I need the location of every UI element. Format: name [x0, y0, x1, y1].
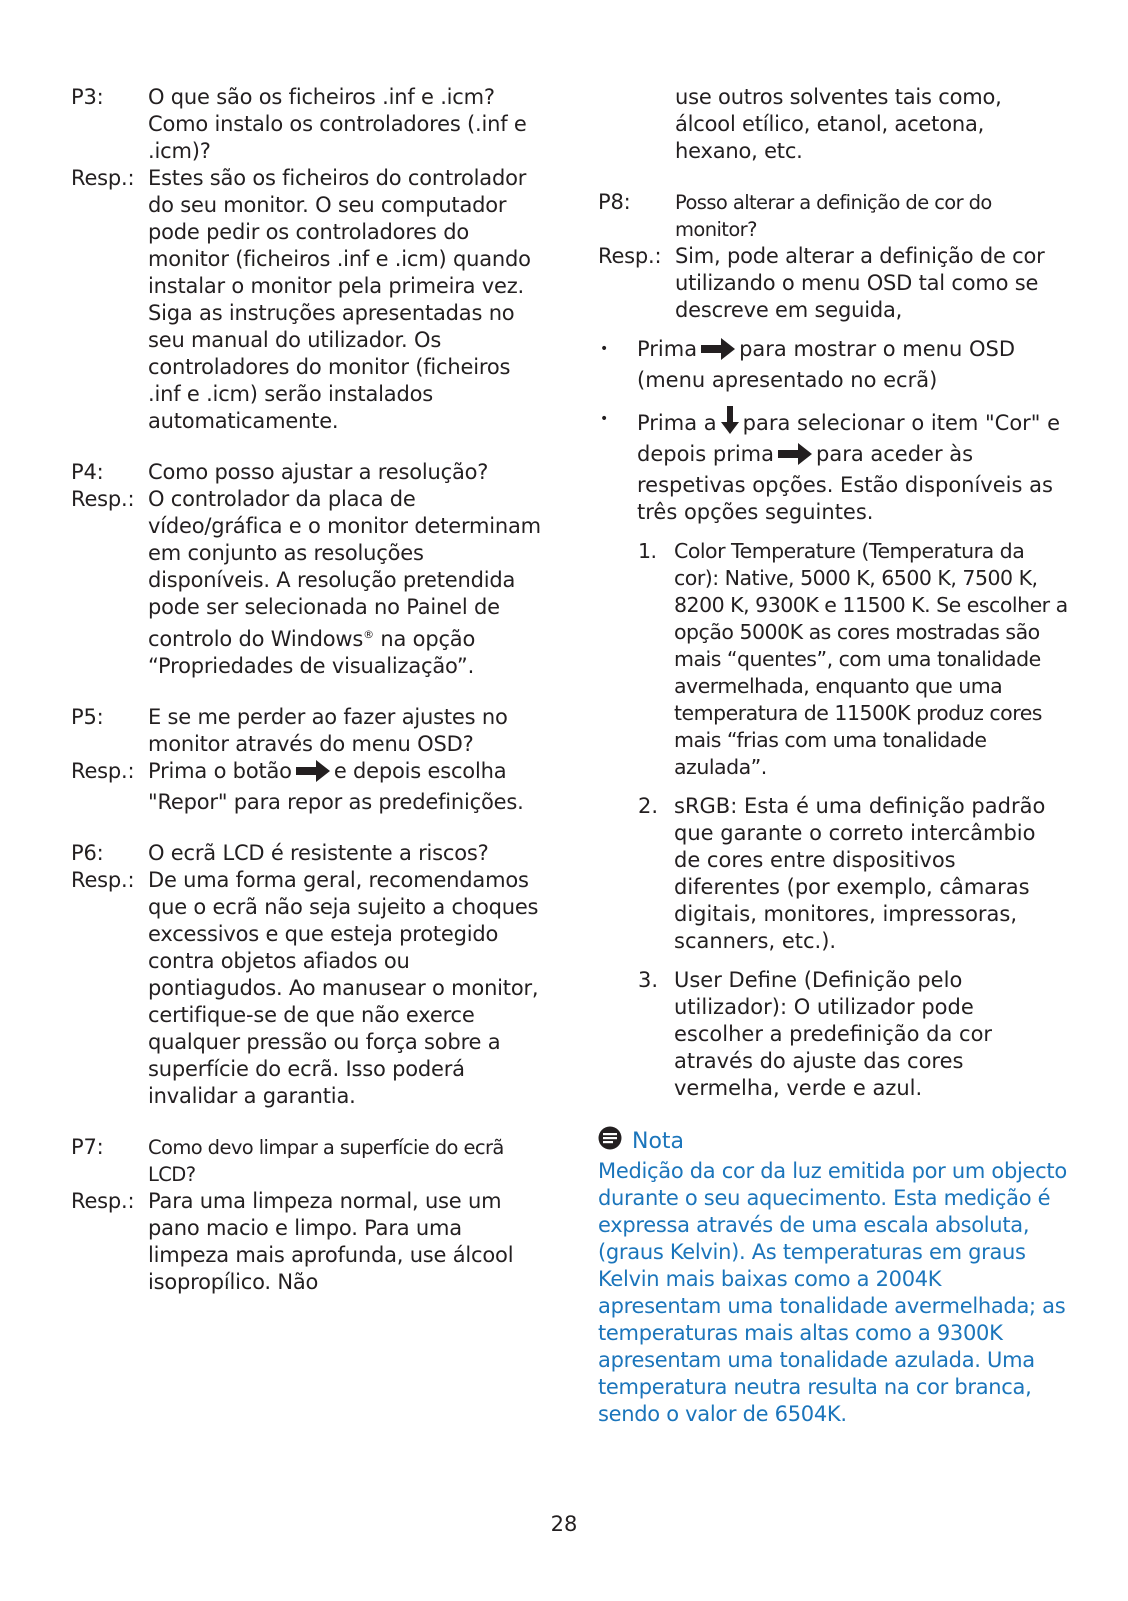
faq-p8-answer	[598, 243, 1068, 324]
bullet-text	[637, 336, 1068, 394]
bullet-dot: •	[600, 341, 609, 357]
question-text: O que são os ficheiros .inf e .icm? Como instalo os controladores (.inf e .icm)?	[148, 85, 527, 163]
answer-text-b: e depois escolha "Repor" para repor as predefinições.	[148, 759, 524, 814]
faq-p3-question	[71, 84, 541, 165]
question-label: P8:	[598, 190, 631, 214]
faq-p4-answer	[71, 486, 541, 680]
answer-label: Resp.:	[71, 487, 135, 511]
question-label: P4:	[71, 460, 104, 484]
question-text: O ecrã LCD é resistente a riscos?	[148, 841, 489, 865]
option-number: 3.	[638, 968, 659, 992]
option-text: sRGB: Esta é uma definição padrão que garante o correto intercâmbio de cores entre dispositivos diferentes (por exemplo, câmaras digitais, monitores, impressoras, scanners, etc.).	[674, 794, 1046, 953]
bullet-text-a: Prima a	[637, 411, 717, 435]
answer-text	[148, 758, 541, 816]
option-number: 2.	[638, 794, 659, 818]
answer-label: Resp.:	[71, 166, 135, 190]
option-item	[638, 793, 1068, 955]
answer-text: use outros solventes tais como, álcool etílico, etanol, acetona, hexano, etc.	[675, 85, 1002, 163]
bullet-item	[600, 336, 1068, 394]
option-item	[638, 538, 1068, 781]
bullet-item	[600, 406, 1068, 526]
bullet-text-c: para aceder às respetivas opções. Estão disponíveis as três opções seguintes.	[637, 442, 1053, 524]
bullet-dot: •	[600, 411, 609, 427]
answer-text: Sim, pode alterar a definição de cor utilizando o menu OSD tal como se descreve em seguida,	[675, 244, 1045, 322]
note-icon	[598, 1126, 632, 1158]
question-label: P5:	[71, 705, 104, 729]
right-column	[598, 84, 1068, 1428]
faq-p5-answer	[71, 758, 541, 816]
answer-text: Estes são os ficheiros do controlador do seu monitor. O seu computador pode pedir os controladores do monitor (ficheiros .inf e .icm) quando instalar o monitor pela primeira vez. Siga as instruções apresentadas no seu manual do utilizador. Os controladores do monitor (ficheiros .inf e .icm) serão instalados automaticamente.	[148, 166, 531, 433]
answer-label: Resp.:	[71, 868, 135, 892]
faq-p6-answer	[71, 867, 541, 1110]
answer-label: Resp.:	[71, 1189, 135, 1213]
faq-p7-answer-continued	[598, 84, 1068, 165]
answer-text: Para uma limpeza normal, use um pano macio e limpo. Para uma limpeza mais aprofunda, use álcool isopropílico. Não	[148, 1189, 514, 1294]
left-column	[71, 84, 541, 1296]
question-text: Posso alterar a definição de cor do monitor?	[675, 191, 992, 241]
note-heading	[598, 1126, 1068, 1158]
option-text: User Define (Definição pelo utilizador): O utilizador pode escolher a predefinição da cor através do ajuste das cores vermelha, verde e azul.	[674, 968, 993, 1100]
page-number: 28	[550, 1512, 578, 1536]
answer-label: Resp.:	[71, 759, 135, 783]
question-text: Como posso ajustar a resolução?	[148, 460, 489, 484]
answer-text	[148, 486, 541, 680]
note-title: Nota	[632, 1129, 685, 1154]
down-arrow-icon	[721, 406, 739, 441]
answer-text: De uma forma geral, recomendamos que o ecrã não seja sujeito a choques excessivos e que esteja protegido contra objetos afiados ou pontiagudos. Ao manusear o monitor, certifique-se de que não exerce qualquer pressão ou força sobre a superfície do ecrã. Isso poderá invalidar a garantia.	[148, 868, 539, 1108]
question-text: E se me perder ao fazer ajustes no monitor através do menu OSD?	[148, 705, 508, 756]
registered-mark: ®	[363, 628, 374, 641]
bullet-text-a: Prima	[637, 337, 698, 361]
option-number: 1.	[638, 539, 657, 563]
answer-text-a: Prima o botão	[148, 759, 292, 783]
bullet-text	[637, 406, 1068, 526]
question-label: P7:	[71, 1135, 104, 1159]
answer-text-b: na opção “Propriedades de visualização”.	[148, 627, 476, 678]
answer-label: Resp.:	[598, 244, 662, 268]
faq-p6-question	[71, 840, 541, 867]
option-item	[638, 967, 1068, 1102]
answer-text-a: O controlador da placa de vídeo/gráfica e o monitor determinam em conjunto as resoluções disponíveis. A resolução pretendida pode ser selecionada no Painel de controlo do Windows	[148, 487, 541, 651]
faq-p5-question	[71, 704, 541, 758]
faq-p7-answer	[71, 1188, 541, 1296]
bullet-text-b: para selecionar o item "Cor" e depois prima	[637, 411, 1061, 466]
question-label: P3:	[71, 85, 104, 109]
faq-p3-answer	[71, 165, 541, 435]
faq-p4-question	[71, 459, 541, 486]
note-body: Medição da cor da luz emitida por um objecto durante o seu aquecimento. Esta medição é expressa através de uma escala absoluta, (graus Kelvin). As temperaturas em graus Kelvin mais baixas como a 2004K apresentam uma tonalidade avermelhada; as temperaturas mais altas como a 9300K apresentam uma tonalidade azulada. Uma temperatura neutra resulta na cor branca, sendo o valor de 6504K.	[598, 1159, 1067, 1426]
question-label: P6:	[71, 841, 104, 865]
right-arrow-icon	[296, 760, 330, 789]
right-arrow-icon	[701, 338, 735, 367]
faq-p8-question	[598, 189, 1068, 243]
right-arrow-icon	[778, 443, 812, 472]
question-text: Como devo limpar a superfície do ecrã LCD?	[148, 1136, 504, 1186]
option-text: Color Temperature (Temperatura da cor): Native, 5000 K, 6500 K, 7500 K, 8200 K, 9300K e 11500 K. Se escolher a opção 5000K as cores mostradas são mais “quentes”, com uma tonalidade avermelhada, enquanto que uma temperatura de 11500K produz cores mais “frias com uma tonalidade azulada”.	[674, 539, 1068, 779]
bullet-text-b: para mostrar o menu OSD (menu apresentado no ecrã)	[637, 337, 1015, 392]
faq-p7-question	[71, 1134, 541, 1188]
